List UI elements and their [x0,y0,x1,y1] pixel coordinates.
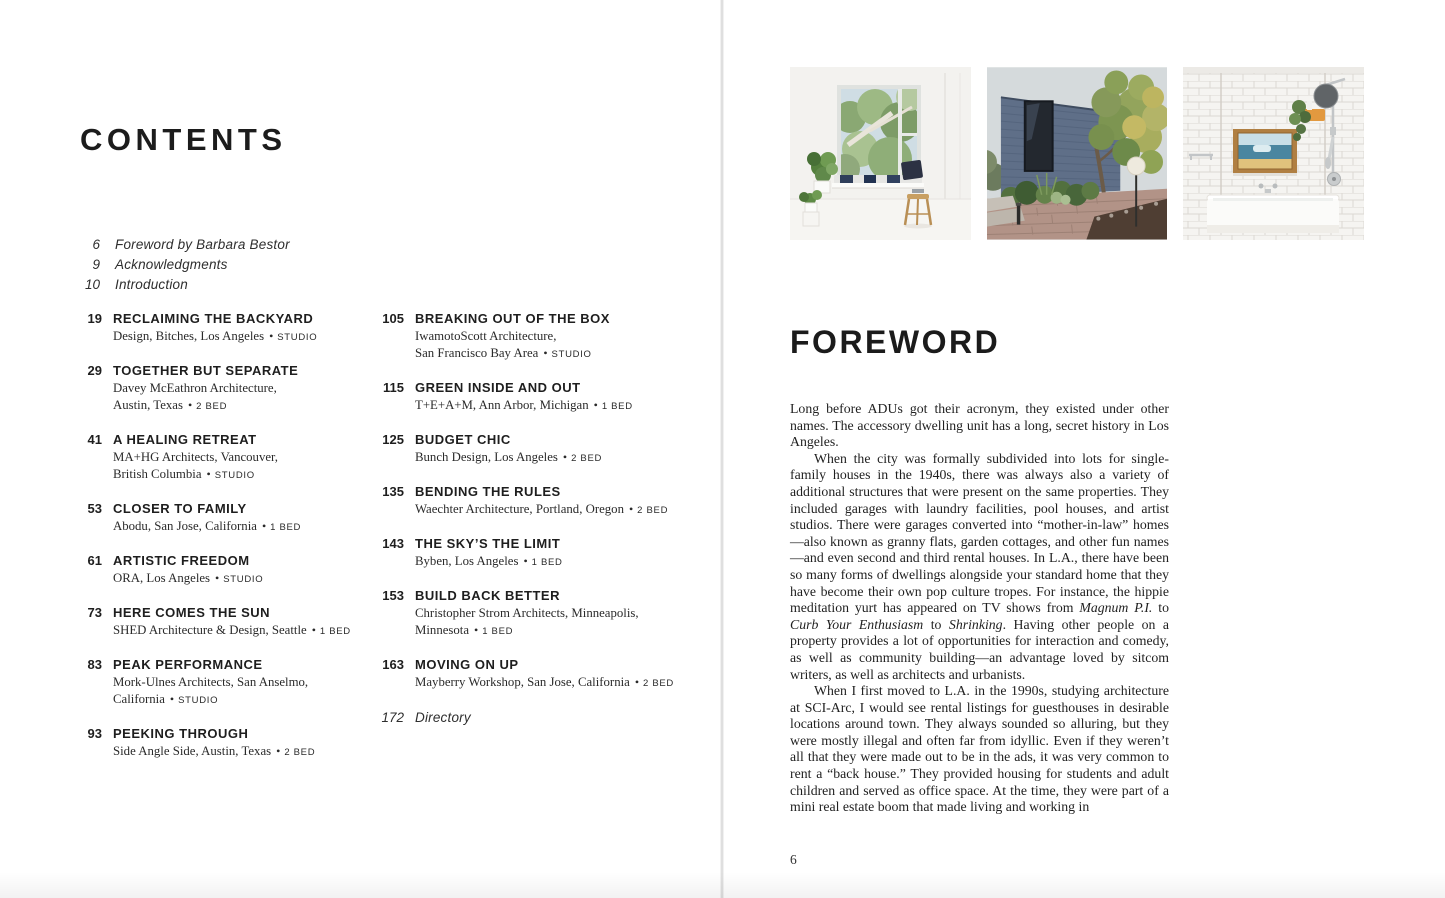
toc-title: BENDING THE RULES [415,484,561,499]
foreword-paragraph [790,401,1169,451]
page-gutter [720,0,724,898]
toc-column-2 [377,310,687,728]
toc-entry-head [84,431,380,448]
toc-title: BUILD BACK BETTER [415,588,560,603]
toc-entry [377,656,687,692]
toc-title: A HEALING RETREAT [113,432,257,447]
toc-page-number: 73 [87,605,102,620]
toc-subtitle [377,345,687,363]
toc-page-number: 115 [383,380,404,395]
foreword-text-segment: Shrinking [948,616,1003,632]
bullet-separator: • [543,346,548,360]
toc-title: CLOSER TO FAMILY [113,501,247,516]
front-matter-label: Foreword by Barbara Bestor [115,237,290,252]
toc-entry-head [84,604,380,621]
toc-entry-head [377,431,687,448]
toc-subtitle-text: Byben, Los Angeles [415,554,519,568]
toc-entry-head [84,362,380,379]
bullet-separator: • [562,450,568,464]
foreword-text-segment: to [1152,600,1169,616]
toc-unit-tag: STUDIO [178,695,219,706]
photo-window-seat-interior [790,67,971,240]
front-matter-label: Introduction [115,277,188,292]
bullet-separator: • [593,398,598,412]
toc-entry [84,552,380,588]
toc-entry-head [377,656,687,673]
front-matter-item [84,255,290,275]
toc-unit-tag: 2 BED [571,453,603,464]
toc-unit-tag: 1 BED [319,626,351,637]
toc-entry [84,604,380,640]
toc-page-number: 135 [382,484,404,499]
toc-subtitle-text: IwamotoScott Architecture, [415,329,557,343]
toc-entry [377,483,687,519]
directory-item [377,708,687,728]
foreword-text-segment: to [923,616,949,632]
bullet-separator: • [523,554,528,568]
directory-label: Directory [415,710,471,725]
toc-subtitle-text: California [113,692,165,706]
toc-subtitle [377,605,687,622]
toc-entry-head [377,379,687,396]
toc-entry [377,310,687,363]
toc-entry-head [84,725,380,742]
toc-entry [84,656,380,709]
photo-white-tile-bathroom [1183,67,1364,240]
toc-unit-tag: 1 BED [531,557,563,568]
toc-page-number: 19 [87,311,102,326]
toc-page-number: 143 [382,536,404,551]
toc-subtitle [84,743,380,761]
foreword-body [790,401,1169,816]
toc-subtitle [84,449,380,466]
toc-entry [377,535,687,571]
toc-entry-head [377,483,687,500]
bullet-separator: • [276,744,281,758]
directory-page-number: 172 [381,710,404,725]
bullet-separator: • [311,623,316,637]
foreword-text-segment: . Having other people on a property provides a lot of opportunities for interaction and comedy, as well as community building—an advantage loved by sitcom writers, as well as architects and urbanists. [790,616,1169,682]
toc-subtitle-text: Abodu, San Jose, California [113,519,257,533]
toc-unit-tag: STUDIO [223,574,264,585]
toc-page-number: 53 [87,501,102,516]
toc-unit-tag: STUDIO [551,349,592,360]
toc-subtitle [84,397,380,415]
toc-subtitle [84,570,380,588]
contents-heading: CONTENTS [80,122,287,157]
toc-entry [84,362,380,415]
toc-page-number: 41 [87,432,102,447]
toc-entry-head [377,535,687,552]
toc-entry-head [377,310,687,327]
toc-subtitle [84,691,380,709]
toc-unit-tag: 2 BED [196,401,228,412]
toc-unit-tag: 2 BED [284,747,316,758]
bullet-separator: • [187,398,193,412]
photo-blue-adu-exterior [987,67,1167,240]
toc-subtitle [377,674,687,692]
toc-subtitle-text: T+E+A+M, Ann Arbor, Michigan [415,398,589,412]
toc-subtitle-text: ORA, Los Angeles [113,571,211,585]
bullet-separator: • [261,519,267,533]
bullet-separator: • [206,467,211,481]
front-matter-item [84,275,290,295]
toc-entry [377,379,687,415]
bullet-separator: • [628,502,634,516]
toc-title: THE SKY’S THE LIMIT [415,536,561,551]
toc-page-number: 29 [87,363,102,378]
toc-subtitle-text: Bunch Design, Los Angeles [415,450,558,464]
toc-subtitle-text: Davey McEathron Architecture, [113,381,277,395]
toc-title: HERE COMES THE SUN [113,605,271,620]
front-matter-page-number: 6 [92,237,100,252]
foreword-heading: FOREWORD [790,324,1001,360]
toc-subtitle-text: Christopher Strom Architects, Minneapolis, [415,606,639,620]
toc-subtitle-text: SHED Architecture & Design, Seattle [113,623,307,637]
toc-title: PEAK PERFORMANCE [113,657,263,672]
foreword-text-segment: When I first moved to L.A. in the 1990s, studying architecture at SCI-Arc, I would see rental listings for guesthouses in desirable locations around town. They always sounded so alluring, but they were mostly illegal and often far from idyllic. Even if they weren’t all that they were made out to be in the ads, it was very common to rent a “back house.” They provided housing for students and adult children and served as office space. At the time, they were part of a mini real estate boom that made living and working in [790,683,1169,815]
toc-subtitle [84,328,380,346]
toc-title: GREEN INSIDE AND OUT [415,380,581,395]
foreword-text-segment: When the city was formally subdivided into lots for single-family houses in the 1940s, there was always also a variety of additional structures that were present on the same properties. They included garages with laundry facilities, pool houses, and artist studios. There were garages converted into “mother-in-law” homes—also known as granny flats, garden cottages, and other fun names—and even second and third rental houses. In L.A., there have been so many forms of dwellings alongside your standard home that they have become their own pop culture tropes. For instance, the hippie meditation yurt has appeared on TV shows from [790,450,1169,616]
front-matter-label: Acknowledgments [115,257,228,272]
toc-subtitle-text: Mayberry Workshop, San Jose, California [415,675,630,689]
toc-subtitle [377,397,687,415]
toc-entry-head [377,587,687,604]
toc-subtitle-text: San Francisco Bay Area [415,346,539,360]
foreword-paragraph [790,451,1169,683]
bullet-separator: • [215,571,220,585]
front-matter-item [84,235,290,255]
toc-entry-head [84,310,380,327]
toc-subtitle [377,553,687,571]
toc-page-number: 163 [382,657,404,672]
toc-subtitle-text: Waechter Architecture, Portland, Oregon [415,502,624,516]
toc-entry-head [84,500,380,517]
toc-page-number: 93 [87,726,102,741]
toc-title: MOVING ON UP [415,657,519,672]
foreword-text-segment: Curb Your Enthusiasm [790,616,924,632]
photo-row [790,67,1364,240]
toc-subtitle [84,622,380,640]
toc-title: TOGETHER BUT SEPARATE [113,363,299,378]
front-matter-page-number: 9 [92,257,100,272]
toc-entry [84,725,380,761]
toc-entry [377,431,687,467]
bullet-separator: • [169,692,175,706]
toc-title: RECLAIMING THE BACKYARD [113,311,314,326]
toc-title: PEEKING THROUGH [113,726,249,741]
toc-entry [377,587,687,640]
foreword-paragraph [790,683,1169,816]
toc-entry-head [84,552,380,569]
toc-title: BUDGET CHIC [415,432,511,447]
toc-subtitle [377,328,687,345]
toc-subtitle [377,449,687,467]
toc-unit-tag: 1 BED [601,401,633,412]
toc-subtitle [84,674,380,691]
toc-subtitle-text: Mork-Ulnes Architects, San Anselmo, [113,675,309,689]
bullet-separator: • [634,675,640,689]
toc-unit-tag: STUDIO [214,470,255,481]
toc-title: ARTISTIC FREEDOM [113,553,250,568]
toc-subtitle-text: British Columbia [113,467,202,481]
toc-entry [84,431,380,484]
toc-unit-tag: STUDIO [277,332,318,343]
page-number: 6 [790,852,797,867]
toc-subtitle-text: Austin, Texas [113,398,183,412]
bullet-separator: • [474,623,479,637]
toc-entry [84,310,380,346]
toc-unit-tag: 2 BED [643,678,674,689]
toc-page-number: 83 [87,657,102,672]
toc-subtitle-text: Side Angle Side, Austin, Texas [113,744,272,758]
toc-unit-tag: 2 BED [637,505,669,516]
toc-subtitle-text: MA+HG Architects, Vancouver, [113,450,278,464]
foreword-text-segment: Magnum P.I. [1079,600,1153,616]
front-matter-page-number: 10 [84,277,100,292]
toc-page-number: 61 [87,553,102,568]
foreword-text-segment: Long before ADUs got their acronym, they existed under other names. The accessory dwelling unit has a long, secret history in Los Angeles. [790,401,1169,450]
toc-subtitle [84,466,380,484]
toc-subtitle-text: Design, Bitches, Los Angeles [113,329,265,343]
toc-subtitle [377,622,687,640]
toc-page-number: 105 [382,311,404,326]
toc-subtitle [84,380,380,397]
toc-subtitle [84,518,380,536]
toc-title: BREAKING OUT OF THE BOX [415,311,610,326]
toc-unit-tag: 1 BED [482,626,514,637]
toc-page-number: 125 [382,432,404,447]
front-matter-list [84,235,290,295]
toc-entry [84,500,380,536]
bullet-separator: • [269,329,274,343]
toc-subtitle-text: Minnesota [415,623,470,637]
toc-entry-head [84,656,380,673]
toc-unit-tag: 1 BED [270,522,302,533]
toc-column-1 [84,310,380,777]
toc-page-number: 153 [382,588,404,603]
toc-subtitle [377,501,687,519]
